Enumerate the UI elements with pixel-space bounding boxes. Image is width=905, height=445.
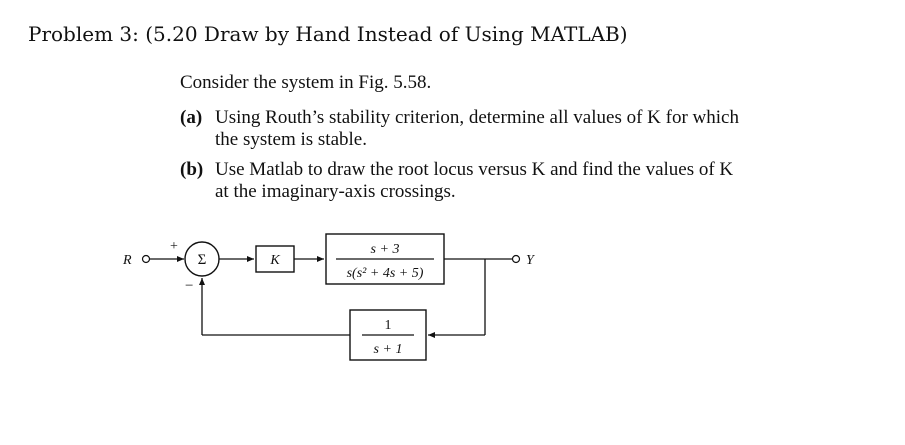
plus-sign: + (170, 239, 178, 254)
part-b-tag: (b) (180, 159, 204, 180)
problem-heading: Problem 3: (5.20 Draw by Hand Instead of Using MATLAB) (28, 22, 628, 46)
part-a-tag: (a) (180, 107, 203, 128)
input-terminal (143, 256, 150, 263)
minus-sign: − (185, 278, 194, 294)
part-b-line-1: Use Matlab to draw the root locus versus K and find the values of K (215, 159, 734, 180)
problem-intro: Consider the system in Fig. 5.58. (180, 72, 432, 93)
plant-numerator: s + 3 (370, 242, 400, 257)
summer-symbol: Σ (197, 252, 207, 268)
output-label: Y (526, 253, 534, 268)
feedback-denominator: s + 1 (373, 342, 403, 357)
gain-label: K (270, 253, 280, 268)
input-label: R (123, 253, 132, 268)
part-a-line-2: the system is stable. (215, 129, 367, 150)
output-terminal (513, 256, 520, 263)
feedback-numerator: 1 (384, 318, 392, 333)
part-b-line-2: at the imaginary-axis crossings. (215, 181, 456, 202)
part-a-line-1: Using Routh’s stability criterion, determine all values of K for which (215, 107, 739, 128)
plant-denominator: s(s² + 4s + 5) (346, 266, 424, 281)
